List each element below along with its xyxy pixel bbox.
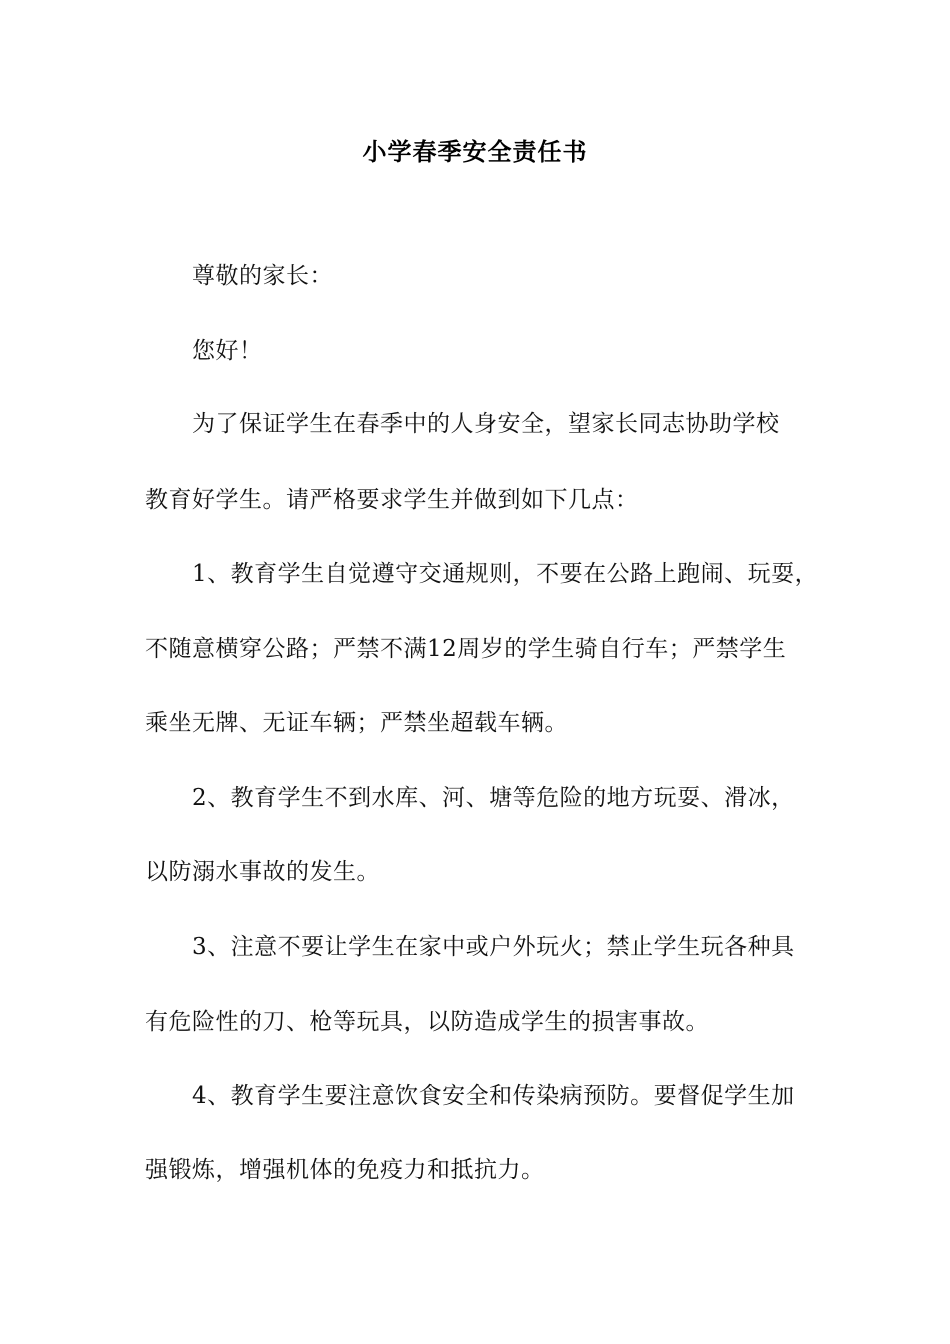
salutation: 尊敬的家长：	[192, 263, 333, 289]
item2-line-2: 以防溺水事故的发生。	[145, 859, 380, 885]
document-title: 小学春季安全责任书	[362, 138, 588, 166]
item4-line-2: 强锻炼，增强机体的免疫力和抵抗力。	[145, 1157, 545, 1183]
item3-line-2: 有危险性的刀、枪等玩具，以防造成学生的损害事故。	[145, 1009, 709, 1035]
intro-line-1: 为了保证学生在春季中的人身安全，望家长同志协助学校	[192, 411, 780, 437]
item2-line-1: 2、教育学生不到水库、河、塘等危险的地方玩耍、滑冰，	[192, 785, 795, 811]
item1-line-1: 1、教育学生自觉遵守交通规则，不要在公路上跑闹、玩耍，	[192, 561, 819, 587]
item1-line-3: 乘坐无牌、无证车辆；严禁坐超载车辆。	[145, 710, 568, 736]
intro-line-2: 教育好学生。请严格要求学生并做到如下几点：	[145, 487, 639, 513]
item4-line-1: 4、教育学生要注意饮食安全和传染病预防。要督促学生加	[192, 1083, 795, 1109]
item3-line-1: 3、注意不要让学生在家中或户外玩火；禁止学生玩各种具	[192, 934, 795, 960]
item1-line-2: 不随意横穿公路；严禁不满12周岁的学生骑自行车；严禁学生	[145, 636, 787, 662]
greeting: 您好！	[192, 338, 263, 364]
